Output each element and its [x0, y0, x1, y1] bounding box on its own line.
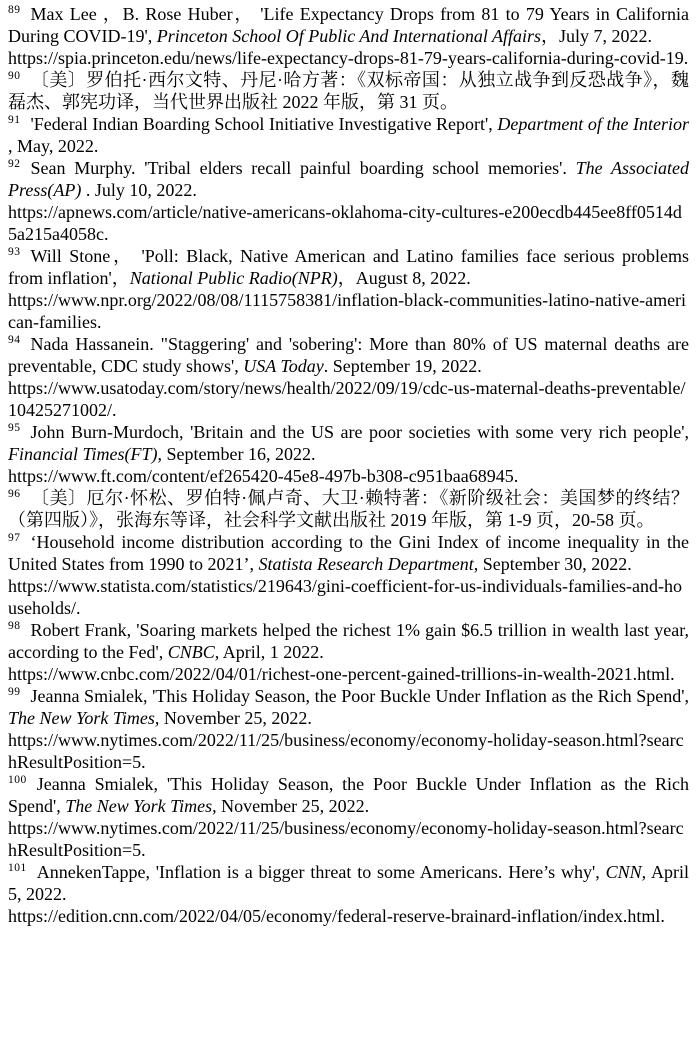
footnote-text: ‘Household income distribution according to the Gini Index of income inequality in the United States from 1990 to 2021’,	[8, 532, 689, 574]
footnote	[8, 487, 689, 531]
footnote-url: https://www.statista.com/statistics/219643/gini-coefficient-for-us-individuals-families-and-households/.	[8, 576, 683, 618]
footnote-number: 93	[8, 246, 21, 258]
footnote-source-title: Statista Research Department	[258, 554, 474, 574]
footnote-number: 89	[8, 4, 21, 16]
footnote	[8, 685, 689, 773]
footnote-url: https://www.nytimes.com/2022/11/25/business/economy/economy-holiday-season.html?searchResultPosition=5.	[8, 730, 684, 772]
footnote-text: AnnekenTappe, 'Inflation is a bigger threat to some Americans. Here’s why',	[36, 862, 606, 882]
footnote-text: Max Lee ，B. Rose Huber， 'Life Expectancy Drops from 81 to 79 Years in California During COVID-19',	[8, 4, 689, 46]
footnote-text: , November 25, 2022.	[154, 708, 312, 728]
footnote-text: 'Federal Indian Boarding School Initiative Investigative Report',	[30, 114, 498, 134]
footnote-url: https://edition.cnn.com/2022/04/05/economy/federal-reserve-brainard-inflation/index.html.	[8, 906, 665, 926]
footnote-url: https://www.nytimes.com/2022/11/25/business/economy/economy-holiday-season.html?searchResultPosition=5.	[8, 818, 684, 860]
footnote	[8, 245, 689, 333]
footnote-source-title: CNBC,	[167, 642, 220, 662]
footnote-text: April 5, 2022.	[8, 862, 689, 904]
footnote-text: Will Stone， 'Poll: Black, Native American and Latino families face serious problems from inflation'，	[8, 246, 689, 288]
footnote-number: 101	[8, 862, 27, 874]
footnote-number: 100	[8, 774, 27, 786]
footnote	[8, 421, 689, 487]
footnote-number: 90	[8, 70, 21, 82]
footnote-source-title: Princeton School Of Public And International Affairs	[156, 26, 542, 46]
footnote-text: John Burn-Murdoch, 'Britain and the US are poor societies with some very rich people',	[30, 422, 689, 442]
footnote	[8, 861, 689, 927]
footnote-text: . July 10, 2022.	[81, 180, 197, 200]
footnote-source-title: The Associated Press(AP)	[8, 158, 689, 200]
footnote-number: 95	[8, 422, 21, 434]
footnote-text: Robert Frank, 'Soaring markets helped the richest 1% gain $6.5 trillion in wealth last year, according to the Fed',	[8, 620, 689, 662]
footnote-source-title: Department of the Interior	[497, 114, 689, 134]
footnote-number: 99	[8, 686, 21, 698]
footnote-text: ，August 8, 2022.	[337, 268, 471, 288]
footnote-number: 94	[8, 334, 21, 346]
footnote-text: 〔美〕罗伯托·西尔文特、丹尼·哈方著：《双标帝国：从独立战争到反恐战争》，魏磊杰、郭宪功译，当代世界出版社 2022 年版，第 31 页。	[8, 70, 689, 112]
footnote-url: https://spia.princeton.edu/news/life-expectancy-drops-81-79-years-california-during-covid-19.	[8, 48, 689, 68]
footnote	[8, 333, 689, 421]
footnote-text: . September 19, 2022.	[323, 356, 482, 376]
footnote	[8, 619, 689, 685]
footnote-text: November 25, 2022.	[216, 796, 370, 816]
footnote-number: 91	[8, 114, 21, 126]
footnote-number: 96	[8, 488, 21, 500]
footnote	[8, 113, 689, 157]
footnote-text: Jeanna Smialek, 'This Holiday Season, the Poor Buckle Under Inflation as the Rich Spend',	[30, 686, 689, 706]
footnote-source-title: Financial Times(FT),	[8, 444, 162, 464]
footnote-text: ，July 7, 2022.	[541, 26, 653, 46]
footnote	[8, 69, 689, 113]
footnote	[8, 3, 689, 69]
footnote	[8, 773, 689, 861]
footnote-source-title: USA Today	[243, 356, 324, 376]
footnote-url: https://www.ft.com/content/ef265420-45e8-497b-b308-c951baa68945.	[8, 466, 519, 486]
footnote-text: September 16, 2022.	[162, 444, 316, 464]
footnote-text: Sean Murphy. 'Tribal elders recall painful boarding school memories'.	[30, 158, 576, 178]
footnote-list	[8, 3, 689, 927]
footnote-number: 98	[8, 620, 21, 632]
footnote-source-title: The New York Times,	[65, 796, 217, 816]
footnote-text: , May, 2022.	[8, 136, 99, 156]
footnote-source-title: The New York Times	[8, 708, 155, 728]
footnote-text: April, 1 2022.	[219, 642, 324, 662]
footnote	[8, 531, 689, 619]
footnote-url: https://www.cnbc.com/2022/04/01/richest-one-percent-gained-trillions-in-wealth-2021.html.	[8, 664, 675, 684]
footnote-text: , September 30, 2022.	[473, 554, 632, 574]
footnote	[8, 157, 689, 245]
footnote-number: 92	[8, 158, 21, 170]
footnote-source-title: National Public Radio(NPR)	[129, 268, 338, 288]
footnote-url: https://www.npr.org/2022/08/08/1115758381/inflation-black-communities-latino-native-american-families.	[8, 290, 687, 332]
footnote-text: 〔美〕厄尔·怀松、罗伯特·佩卢奇、大卫·赖特著：《新阶级社会：美国梦的终结？（第四版）》，张海东等译，社会科学文献出版社 2019 年版，第 1-9 页，20-58 页。	[8, 488, 689, 530]
footnote-url: https://www.usatoday.com/story/news/health/2022/09/19/cdc-us-maternal-deaths-preventable/10425271002/.	[8, 378, 686, 420]
footnote-text: Jeanna Smialek, 'This Holiday Season, the Poor Buckle Under Inflation as the Rich Spend',	[8, 774, 689, 816]
footnote-source-title: CNN,	[605, 862, 647, 882]
footnote-text: Nada Hassanein. "Staggering' and 'sobering': More than 80% of US maternal deaths are preventable, CDC study shows',	[8, 334, 689, 376]
footnote-url: https://apnews.com/article/native-americans-oklahoma-city-cultures-e200ecdb445ee8ff0514d5a215a4058c.	[8, 202, 682, 244]
footnote-number: 97	[8, 532, 21, 544]
